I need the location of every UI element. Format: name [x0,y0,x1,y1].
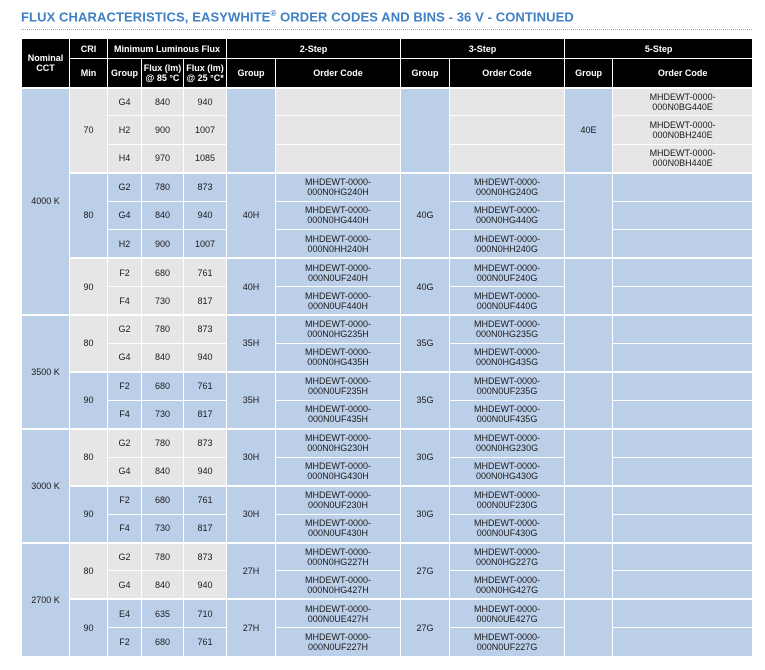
flux-group-cell: G2 [108,173,142,201]
step5-group-cell [565,173,613,258]
step2-order-code-cell: MHDEWT-0000- 000N0UF227H [276,628,401,656]
nominal-cct-cell: 3000 K [22,429,70,543]
flux-25c-cell: 761 [184,628,227,656]
flux-group-cell: H4 [108,144,142,172]
step5-order-code-cell [613,571,753,599]
step2-group-cell: 40H [227,258,276,315]
table-row [22,372,753,400]
step2-order-code-cell: MHDEWT-0000- 000N0UF230H [276,486,401,514]
table-row [22,628,753,656]
flux-85c-cell: 840 [142,343,184,371]
step3-order-code-cell: MHDEWT-0000- 000N0HG240G [450,173,565,201]
step5-order-code-cell: MHDEWT-0000- 000N0BG440E [613,88,753,116]
step2-order-code-cell: MHDEWT-0000- 000N0UF430H [276,514,401,542]
flux-group-cell: H2 [108,230,142,258]
step3-order-code-cell: MHDEWT-0000- 000N0HG435G [450,343,565,371]
cri-min-cell: 80 [70,543,108,600]
flux-85c-cell: 730 [142,287,184,315]
header-cri: CRI [70,39,108,59]
flux-25c-cell: 817 [184,514,227,542]
flux-85c-cell: 780 [142,315,184,343]
step3-order-code-cell: MHDEWT-0000- 000N0HG430G [450,457,565,485]
table-row [22,230,753,258]
flux-group-cell: F4 [108,400,142,428]
step2-order-code-cell: MHDEWT-0000- 000N0UF435H [276,400,401,428]
flux-25c-cell: 761 [184,486,227,514]
step3-group-cell: 35G [401,315,450,372]
step2-order-code-cell [276,88,401,116]
step2-group-cell: 30H [227,429,276,486]
step3-order-code-cell [450,88,565,116]
step5-order-code-cell [613,400,753,428]
flux-25c-cell: 761 [184,258,227,286]
flux-25c-cell: 873 [184,315,227,343]
flux-25c-cell: 817 [184,400,227,428]
step2-order-code-cell: MHDEWT-0000- 000N0HG430H [276,457,401,485]
step3-order-code-cell: MHDEWT-0000- 000N0UE427G [450,599,565,627]
step3-order-code-cell: MHDEWT-0000- 000N0UF435G [450,400,565,428]
table-row [22,88,753,116]
step2-order-code-cell: MHDEWT-0000- 000N0HG427H [276,571,401,599]
flux-85c-cell: 840 [142,457,184,485]
nominal-cct-cell: 4000 K [22,88,70,316]
flux-group-cell: G4 [108,88,142,116]
step3-order-code-cell [450,116,565,144]
step3-order-code-cell: MHDEWT-0000- 000N0HG227G [450,543,565,571]
step5-order-code-cell [613,230,753,258]
flux-25c-cell: 940 [184,88,227,116]
step5-group-cell [565,258,613,315]
flux-25c-cell: 1085 [184,144,227,172]
flux-25c-cell: 1007 [184,116,227,144]
cri-min-cell: 80 [70,429,108,486]
step2-group-cell: 35H [227,315,276,372]
step5-group-cell [565,429,613,486]
step3-group-cell: 40G [401,173,450,258]
step3-order-code-cell: MHDEWT-0000- 000N0UF235G [450,372,565,400]
table-row [22,571,753,599]
nominal-cct-cell: 3500 K [22,315,70,429]
cri-min-cell: 90 [70,372,108,429]
step5-order-code-cell: MHDEWT-0000- 000N0BH440E [613,144,753,172]
step3-order-code-cell: MHDEWT-0000- 000N0UF230G [450,486,565,514]
step2-group-cell: 30H [227,486,276,543]
flux-85c-cell: 970 [142,144,184,172]
flux-group-cell: G4 [108,343,142,371]
step3-order-code-cell: MHDEWT-0000- 000N0UF240G [450,258,565,286]
flux-85c-cell: 680 [142,372,184,400]
header-5-step-order-code: Order Code [613,59,753,88]
flux-85c-cell: 730 [142,514,184,542]
step3-order-code-cell: MHDEWT-0000- 000N0HG235G [450,315,565,343]
step5-order-code-cell: MHDEWT-0000- 000N0BH240E [613,116,753,144]
flux-25c-cell: 1007 [184,230,227,258]
step5-order-code-cell [613,599,753,627]
header-flux-25c: Flux (lm) @ 25 °C* [184,59,227,88]
flux-group-cell: E4 [108,599,142,627]
step2-order-code-cell: MHDEWT-0000- 000N0HG240H [276,173,401,201]
table-row [22,429,753,457]
flux-group-cell: F4 [108,287,142,315]
flux-25c-cell: 761 [184,372,227,400]
cri-min-cell: 80 [70,315,108,372]
step3-order-code-cell: MHDEWT-0000- 000N0UF430G [450,514,565,542]
header-2-step: 2-Step [227,39,401,59]
flux-25c-cell: 873 [184,429,227,457]
step2-group-cell: 27H [227,599,276,656]
flux-group-cell: G4 [108,201,142,229]
step2-group-cell [227,88,276,173]
step5-order-code-cell [613,343,753,371]
step3-order-code-cell: MHDEWT-0000- 000N0UF227G [450,628,565,656]
header-3-step-group: Group [401,59,450,88]
step5-group-cell [565,543,613,600]
step2-group-cell: 40H [227,173,276,258]
flux-25c-cell: 873 [184,543,227,571]
page-title: FLUX CHARACTERISTICS, EASYWHITE® ORDER CODES AND BINS - 36 V - CONTINUED [21,9,574,25]
step3-order-code-cell: MHDEWT-0000- 000N0UF440G [450,287,565,315]
table-row [22,486,753,514]
step5-order-code-cell [613,201,753,229]
step3-group-cell: 30G [401,486,450,543]
step2-order-code-cell: MHDEWT-0000- 000N0HG235H [276,315,401,343]
step5-order-code-cell [613,287,753,315]
step5-group-cell [565,599,613,656]
header-flux-85c: Flux (lm) @ 85 °C [142,59,184,88]
header-5-step: 5-Step [565,39,753,59]
flux-85c-cell: 840 [142,201,184,229]
step5-group-cell: 40E [565,88,613,173]
step3-group-cell: 27G [401,543,450,600]
step2-order-code-cell: MHDEWT-0000- 000N0UF235H [276,372,401,400]
step5-order-code-cell [613,372,753,400]
flux-85c-cell: 840 [142,88,184,116]
header-5-step-group: Group [565,59,613,88]
table-row [22,144,753,172]
flux-85c-cell: 900 [142,230,184,258]
step5-group-cell [565,486,613,543]
step2-order-code-cell [276,116,401,144]
cri-min-cell: 90 [70,599,108,656]
header-3-step: 3-Step [401,39,565,59]
flux-85c-cell: 730 [142,400,184,428]
flux-group-cell: G4 [108,457,142,485]
step2-group-cell: 35H [227,372,276,429]
step5-order-code-cell [613,173,753,201]
flux-85c-cell: 680 [142,258,184,286]
cri-min-cell: 90 [70,258,108,315]
flux-group-cell: F2 [108,258,142,286]
flux-85c-cell: 680 [142,628,184,656]
cri-min-cell: 80 [70,173,108,258]
flux-25c-cell: 940 [184,457,227,485]
flux-85c-cell: 840 [142,571,184,599]
flux-25c-cell: 940 [184,201,227,229]
flux-25c-cell: 940 [184,571,227,599]
flux-group-cell: F2 [108,628,142,656]
step2-order-code-cell: MHDEWT-0000- 000N0HH240H [276,230,401,258]
table-row [22,599,753,627]
flux-25c-cell: 873 [184,173,227,201]
table-row [22,287,753,315]
table-row [22,201,753,229]
nominal-cct-cell: 2700 K [22,543,70,657]
cri-min-cell: 70 [70,88,108,173]
step2-order-code-cell: MHDEWT-0000- 000N0HG435H [276,343,401,371]
flux-85c-cell: 900 [142,116,184,144]
flux-85c-cell: 680 [142,486,184,514]
step2-order-code-cell: MHDEWT-0000- 000N0UF240H [276,258,401,286]
flux-group-cell: G2 [108,315,142,343]
step5-order-code-cell [613,628,753,656]
flux-group-cell: G2 [108,543,142,571]
step2-order-code-cell [276,144,401,172]
header-flux-group: Group [108,59,142,88]
flux-25c-cell: 817 [184,287,227,315]
step5-order-code-cell [613,258,753,286]
step5-order-code-cell [613,315,753,343]
table-row [22,315,753,343]
flux-25c-cell: 940 [184,343,227,371]
step3-order-code-cell [450,144,565,172]
step3-order-code-cell: MHDEWT-0000- 000N0HH240G [450,230,565,258]
step5-order-code-cell [613,429,753,457]
header-2-step-group: Group [227,59,276,88]
step2-order-code-cell: MHDEWT-0000- 000N0HG227H [276,543,401,571]
flux-25c-cell: 710 [184,599,227,627]
flux-group-cell: F2 [108,372,142,400]
step2-order-code-cell: MHDEWT-0000- 000N0UE427H [276,599,401,627]
table-row [22,258,753,286]
header-min-luminous-flux: Minimum Luminous Flux [108,39,227,59]
step3-group-cell: 35G [401,372,450,429]
table-row [22,116,753,144]
step3-group-cell [401,88,450,173]
table-row [22,400,753,428]
table-row [22,343,753,371]
title-divider [21,29,752,30]
step3-group-cell: 40G [401,258,450,315]
step3-group-cell: 27G [401,599,450,656]
flux-85c-cell: 635 [142,599,184,627]
step2-order-code-cell: MHDEWT-0000- 000N0HG230H [276,429,401,457]
table-row [22,457,753,485]
flux-group-cell: F4 [108,514,142,542]
flux-85c-cell: 780 [142,543,184,571]
table-row [22,543,753,571]
flux-group-cell: G4 [108,571,142,599]
step5-order-code-cell [613,457,753,485]
flux-85c-cell: 780 [142,429,184,457]
step2-order-code-cell: MHDEWT-0000- 000N0HG440H [276,201,401,229]
step3-group-cell: 30G [401,429,450,486]
step3-order-code-cell: MHDEWT-0000- 000N0HG440G [450,201,565,229]
step5-order-code-cell [613,514,753,542]
step5-order-code-cell [613,486,753,514]
flux-group-cell: G2 [108,429,142,457]
flux-group-cell: H2 [108,116,142,144]
table-row [22,514,753,542]
cri-min-cell: 90 [70,486,108,543]
step5-group-cell [565,372,613,429]
step2-group-cell: 27H [227,543,276,600]
step5-group-cell [565,315,613,372]
header-cri-min: Min [70,59,108,88]
step3-order-code-cell: MHDEWT-0000- 000N0HG427G [450,571,565,599]
flux-order-code-table [21,38,753,657]
flux-group-cell: F2 [108,486,142,514]
header-3-step-order-code: Order Code [450,59,565,88]
step2-order-code-cell: MHDEWT-0000- 000N0UF440H [276,287,401,315]
step3-order-code-cell: MHDEWT-0000- 000N0HG230G [450,429,565,457]
header-2-step-order-code: Order Code [276,59,401,88]
table-row [22,173,753,201]
header-nominal-cct: Nominal CCT [22,39,70,88]
step5-order-code-cell [613,543,753,571]
flux-85c-cell: 780 [142,173,184,201]
